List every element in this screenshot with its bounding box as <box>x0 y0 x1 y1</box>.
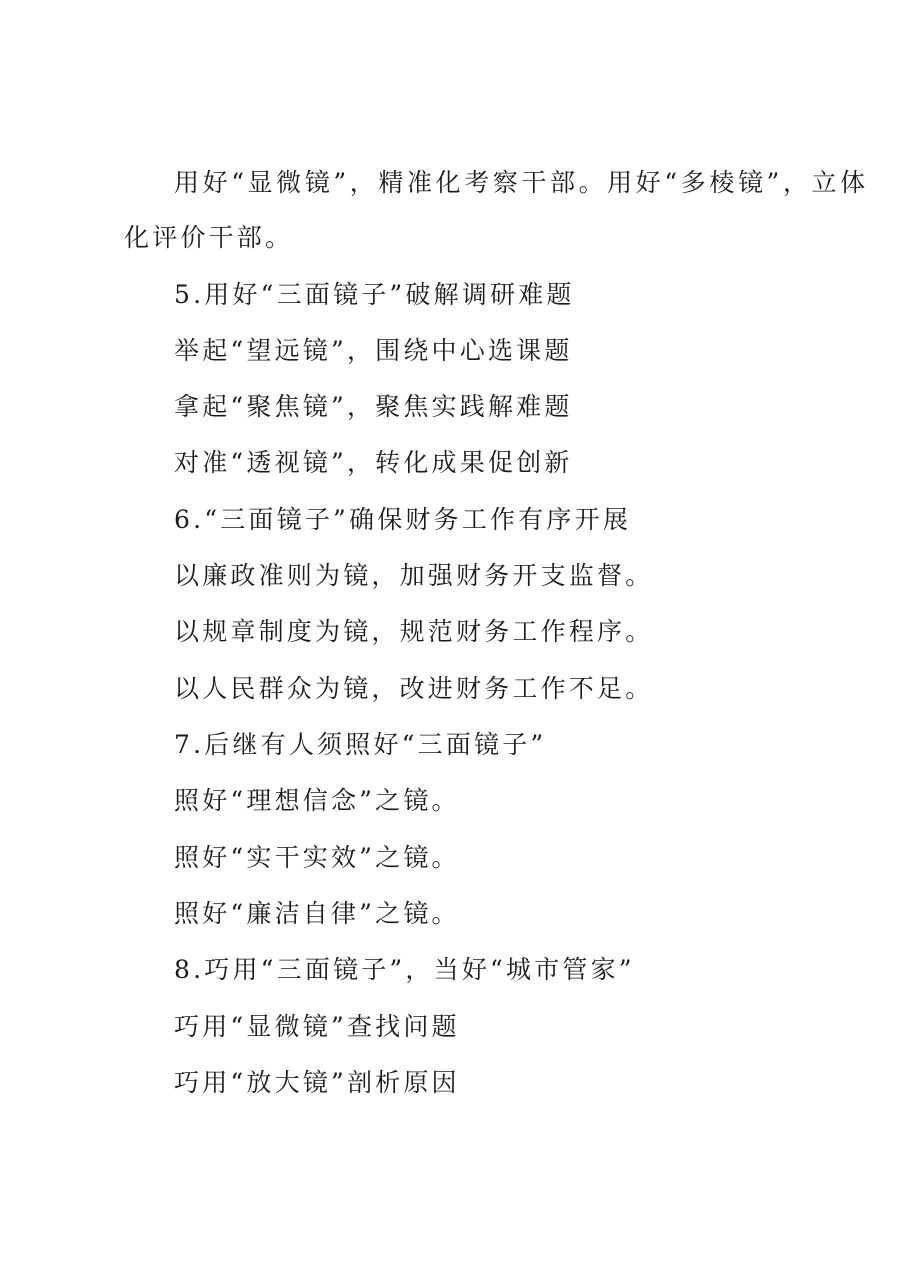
list-item: 以规章制度为镜，规范财务工作程序。 <box>174 617 654 646</box>
list-item: 以廉政准则为镜，加强财务开支监督。 <box>174 561 654 590</box>
list-item: 巧用“显微镜”查找问题 <box>174 1012 460 1041</box>
list-item: 对准“透视镜”，转化成果促创新 <box>174 448 573 477</box>
section-heading-7: 7.后继有人须照好“三面镜子” <box>174 730 547 759</box>
list-item: 照好“理想信念”之镜。 <box>174 786 460 815</box>
list-item: 照好“实干实效”之镜。 <box>174 843 460 872</box>
section-heading-8: 8.巧用“三面镜子”，当好“城市管家” <box>174 955 635 984</box>
paragraph-line-continuation: 化评价干部。 <box>124 223 294 252</box>
list-item: 照好“廉洁自律”之镜。 <box>174 899 460 928</box>
list-item: 举起“望远镜”，围绕中心选课题 <box>174 336 573 365</box>
section-heading-5: 5.用好“三面镜子”破解调研难题 <box>174 280 575 309</box>
list-item: 以人民群众为镜，改进财务工作不足。 <box>174 674 654 703</box>
paragraph-line: 用好“显微镜”，精准化考察干部。用好“多棱镜”，立体 <box>174 168 869 197</box>
list-item: 拿起“聚焦镜”，聚焦实践解难题 <box>174 392 573 421</box>
section-heading-6: 6.“三面镜子”确保财务工作有序开展 <box>174 505 632 534</box>
list-item: 巧用“放大镜”剖析原因 <box>174 1068 460 1097</box>
